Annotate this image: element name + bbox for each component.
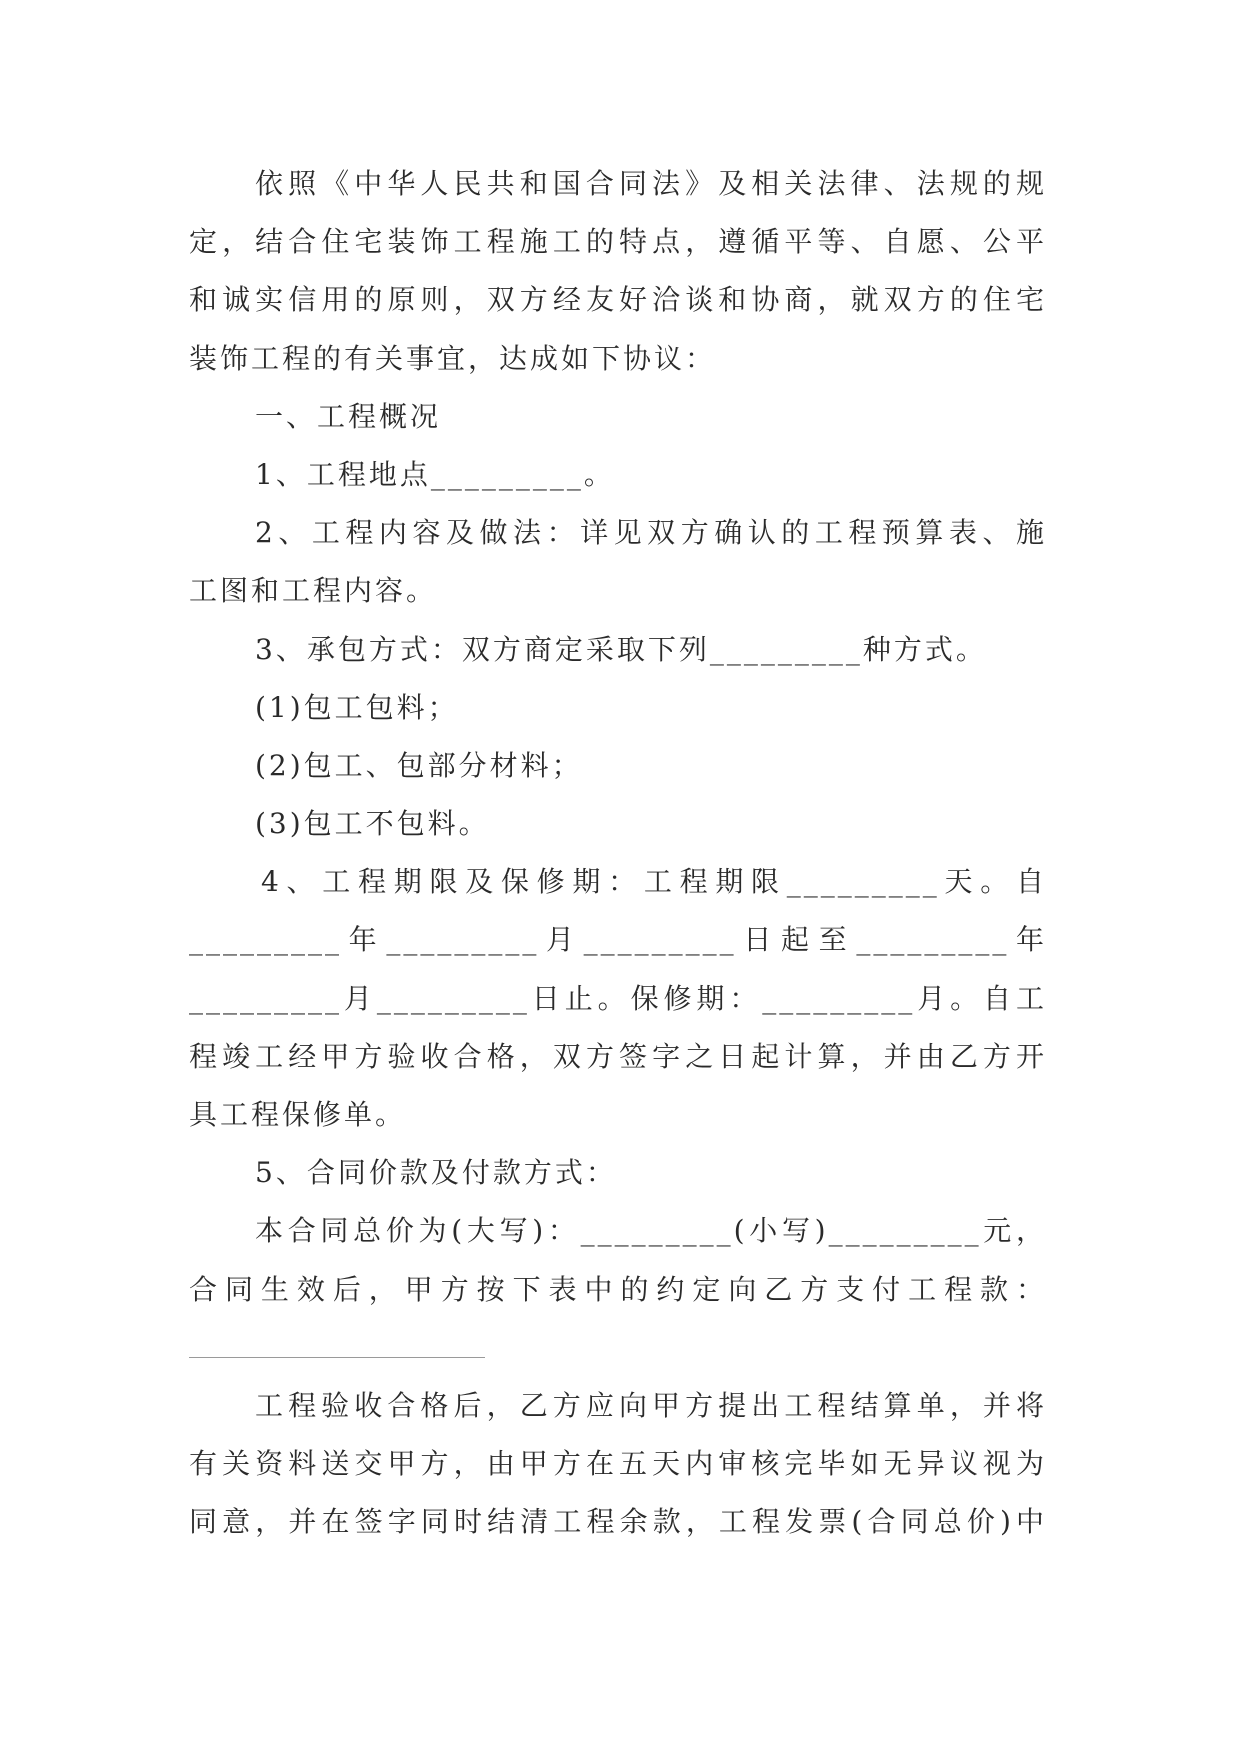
text-line: 1、工程地点_________。 — [255, 457, 615, 491]
text-line: _________年_________月_________日起至_________年 — [189, 923, 1047, 957]
paragraph-price — [189, 1202, 1047, 1318]
text-line: 装饰工程的有关事宜，达成如下协议： — [189, 341, 717, 375]
text-line: 合同生效后，甲方按下表中的约定向乙方支付工程款： — [189, 1272, 1047, 1306]
option-item — [189, 795, 1047, 853]
document-body — [189, 155, 1047, 1552]
text-line: 具工程保修单。 — [189, 1098, 407, 1131]
text-line: 同意，并在签字同时结清工程余款，工程发票(合同总价)中 — [189, 1505, 1047, 1539]
option-item — [189, 737, 1047, 795]
paragraph-location — [189, 446, 1047, 504]
paragraph-contract-mode — [189, 621, 1047, 679]
paragraph-period — [189, 853, 1047, 1144]
text-line: 定，结合住宅装饰工程施工的特点，遵循平等、自愿、公平 — [189, 225, 1047, 259]
table-placeholder-gap — [189, 1319, 1047, 1377]
section-heading — [189, 388, 1047, 446]
text-line: 本合同总价为(大写)：_________(小写)_________元， — [255, 1214, 1047, 1248]
text-line: 和诚实信用的原则，双方经友好洽谈和协商，就双方的住宅 — [189, 283, 1047, 317]
paragraph-price-heading — [189, 1144, 1047, 1202]
text-line: 程竣工经甲方验收合格，双方签字之日起计算，并由乙方开 — [189, 1039, 1047, 1073]
text-line: 工程验收合格后，乙方应向甲方提出工程结算单，并将 — [255, 1388, 1047, 1422]
text-line: (3)包工不包料。 — [255, 807, 490, 841]
paragraph-preamble — [189, 155, 1047, 388]
text-line: 有关资料送交甲方，由甲方在五天内审核完毕如无异议视为 — [189, 1447, 1047, 1481]
text-line: (2)包工、包部分材料； — [255, 748, 583, 782]
option-item — [189, 679, 1047, 737]
text-line: (1)包工包料； — [255, 690, 459, 724]
text-line: 工图和工程内容。 — [189, 574, 438, 608]
separator-line — [189, 1357, 485, 1358]
text-line: 5、合同价款及付款方式： — [255, 1156, 617, 1190]
text-line: 4、工程期限及保修期：工程期限_________天。自 — [261, 865, 1047, 899]
text-line: 3、承包方式：双方商定采取下列_________种方式。 — [255, 632, 987, 666]
text-line: _________月_________日止。保修期：_________月。自工 — [189, 981, 1047, 1015]
text-line: 依照《中华人民共和国合同法》及相关法律、法规的规 — [255, 167, 1047, 200]
text-line: 2、工程内容及做法：详见双方确认的工程预算表、施 — [255, 516, 1047, 550]
paragraph-content — [189, 504, 1047, 620]
paragraph-settlement — [189, 1377, 1047, 1552]
text-line: 一、工程概况 — [255, 399, 442, 433]
